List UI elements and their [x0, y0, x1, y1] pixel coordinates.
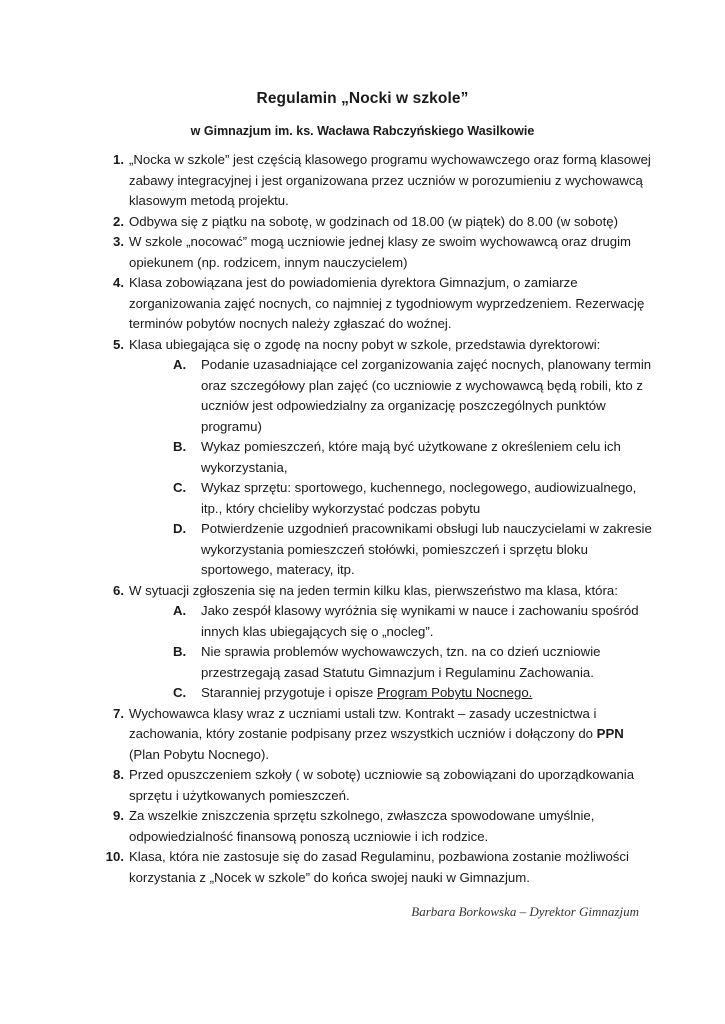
- sub-text: Nie sprawia problemów wychowawczych, tzn. na co dzień uczniowie przestrzegają zasad Statutu Gimnazjum i Regulaminu Zachowania.: [201, 644, 601, 680]
- rule-item: [100, 212, 655, 233]
- sub-list: [129, 355, 655, 581]
- rule-number: 1.: [113, 152, 124, 167]
- rule-text: W szkole „nocować” mogą uczniowie jednej klasy ze swoim wychowawcą oraz drugim opiekunem (np. rodzicem, innym nauczycielem): [129, 234, 632, 270]
- rule-number: 3.: [113, 234, 124, 249]
- sub-list: [129, 601, 655, 704]
- rule-number: 2.: [113, 213, 124, 229]
- sub-item: [173, 437, 655, 478]
- rule-text: „Nocka w szkole” jest częścią klasowego programu wychowawczego oraz formą klasowej zabawy integracyjnej i jest organizowana przez uczniów w porozumieniu z wychowawcą klasowym metodą projektu.: [129, 152, 651, 208]
- sub-letter: D.: [173, 521, 187, 536]
- sub-letter: C.: [173, 480, 187, 495]
- rule-item: [100, 273, 655, 335]
- rule-text: Przed opuszczeniem szkoły ( w sobotę) uczniowie są zobowiązani do uporządkowania sprzętu i użytkowanych pomieszczeń.: [129, 767, 635, 803]
- rule-number: 8.: [113, 767, 124, 782]
- rule-item: [100, 232, 655, 273]
- sub-letter: A.: [173, 603, 187, 618]
- sub-item: [173, 478, 655, 519]
- rule-text: W sytuacji zgłoszenia się na jeden termin kilku klas, pierwszeństwo ma klasa, która:: [129, 582, 618, 598]
- sub-letter: B.: [173, 439, 187, 454]
- rule-text: Klasa ubiegająca się o zgodę na nocny pobyt w szkole, przedstawia dyrektorowi:: [129, 336, 601, 352]
- rule-number: 5.: [113, 336, 124, 352]
- rule-item: [100, 806, 655, 847]
- ppn-abbreviation: PPN: [596, 726, 624, 741]
- rule-number: 10.: [105, 849, 124, 864]
- sub-item: [173, 355, 655, 437]
- sub-text: Wykaz pomieszczeń, które mają być użytkowane z określeniem celu ich wykorzystania,: [201, 439, 621, 475]
- sub-item: [173, 683, 655, 704]
- signature: Barbara Borkowska – Dyrektor Gimnazjum: [411, 904, 639, 919]
- rule-number: 7.: [113, 705, 124, 721]
- rule-text: Wychowawca klasy wraz z uczniami ustali tzw. Kontrakt – zasady uczestnictwa i zachowania, który zostanie podpisany przez wszystkich uczniów i dołączony do: [129, 705, 597, 741]
- rule-number: 9.: [113, 808, 124, 823]
- sub-text: Potwierdzenie uzgodnień pracownikami obsługi lub nauczycielami w zakresie wykorzystania pomieszczeń stołówki, pomieszczeń i sprzętu bloku sportowego, materacy, itp.: [201, 521, 652, 577]
- sub-item: [173, 519, 655, 581]
- page-subtitle: w Gimnazjum im. ks. Wacława Rabczyńskiego Wasilkowie: [190, 124, 535, 138]
- rule-item: [100, 581, 655, 704]
- rule-item: [100, 150, 655, 212]
- sub-item: [173, 601, 655, 642]
- sub-text: Jako zespół klasowy wyróżnia się wynikami w nauce i zachowaniu spośród innych klas ubiegających się o „nocleg”.: [201, 603, 639, 639]
- sub-letter: C.: [173, 685, 187, 700]
- program-pobytu-link: Program Pobytu Nocnego.: [376, 685, 533, 700]
- rule-item: [100, 335, 655, 581]
- rule-number: 6.: [113, 582, 124, 598]
- sub-item: [173, 642, 655, 683]
- rule-text: Za wszelkie zniszczenia sprzętu szkolnego, zwłaszcza spowodowane umyślnie, odpowiedzialność finansową ponoszą uczniowie i ich rodzice.: [129, 808, 595, 844]
- rule-item: [100, 765, 655, 806]
- rule-number: 4.: [113, 275, 124, 290]
- rule-text: Odbywa się z piątku na sobotę, w godzinach od 18.00 (w piątek) do 8.00 (w sobotę): [129, 213, 618, 229]
- rules-list: [100, 150, 655, 888]
- sub-letter: A.: [173, 357, 187, 372]
- sub-text: Staranniej przygotuje i opisze: [201, 685, 377, 700]
- rule-text: Klasa zobowiązana jest do powiadomienia dyrektora Gimnazjum, o zamiarze zorganizowania zajęć nocnych, co najmniej z tygodniowym wyprzedzeniem. Rezerwację terminów pobytów nocnych należy zgłaszać do woźnej.: [129, 275, 645, 331]
- rule-text-after: (Plan Pobytu Nocnego).: [129, 746, 270, 762]
- sub-text: Podanie uzasadniające cel zorganizowania zajęć nocnych, planowany termin oraz szczegółowy plan zajęć (co uczniowie z wychowawcą będą robili, kto z uczniów jest odpowiedzialny za organizację poszczególnych punktów programu): [201, 357, 652, 434]
- sub-letter: B.: [173, 644, 187, 659]
- sub-text: Wykaz sprzętu: sportowego, kuchennego, noclegowego, audiowizualnego, itp., który chcieliby wykorzystać podczas pobytu: [201, 480, 637, 516]
- rule-item: [100, 704, 655, 766]
- rule-text: Klasa, która nie zastosuje się do zasad Regulaminu, pozbawiona zostanie możliwości korzystania z „Nocek w szkole” do końca swojej nauki w Gimnazjum.: [129, 849, 629, 885]
- rule-item: [100, 847, 655, 888]
- page-title: Regulamin „Nocki w szkole”: [256, 90, 469, 107]
